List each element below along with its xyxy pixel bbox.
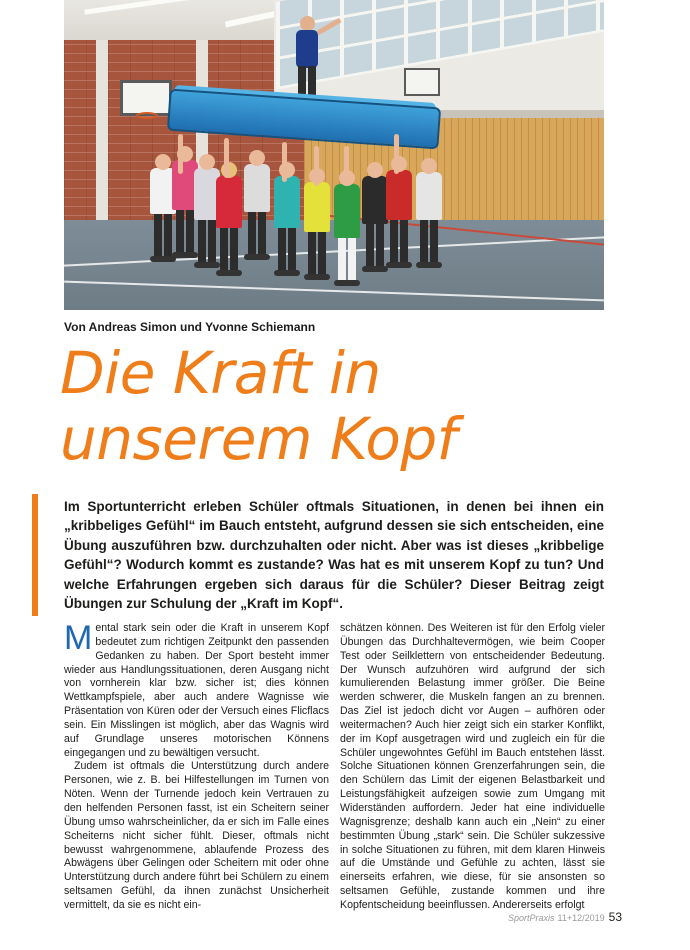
article-authors: Von Andreas Simon und Yvonne Schiemann <box>64 320 316 334</box>
photo-child <box>334 184 360 238</box>
article-lead: Im Sportunterricht erleben Schüler oftmals Situationen, in denen bei ihnen ein „kribbeliges Gefühl“ im Bauch entsteht, aufgrund dessen sie sich entscheiden, eine Übung auszuführen bzw. durchzuhalten oder nicht. Aber was ist dieses „kribbelige Gefühl“? Wodurch kommt es zustande? Was hat es mit unserem Kopf zu tun? Und welche Erfahrungen ergeben sich daraus für die Schüler? Dieser Beitrag zeigt Übungen zur Schulung der „Kraft im Kopf“. <box>64 499 604 612</box>
body-paragraph <box>64 619 329 760</box>
body-paragraph: Zudem ist oftmals die Unterstützung durch andere Personen, wie z. B. bei Hilfestellungen im Turnen von Nöten. Wenn der Turnende jedoch kein Vertrauen zu den helfenden Personen fasst, ist ein Scheitern seiner Übung umso wahrscheinlicher, da er sich im Falle eines Scheiterns nicht sicher fühlt. Dieser, oftmals nicht bewusst wahrgenommene, ablaufende Prozess des Abwägens über Gelingen oder Scheitern mit oder ohne Unterstützung durch andere führt bei Schülern zu einem seltsamen Gefühl, da ihnen zunächst Unsicherheit vermittelt, da sie es nicht ein- <box>64 760 329 911</box>
photo-child <box>386 170 412 220</box>
issue-number: 11+12/2019 <box>557 913 605 923</box>
photo-child-arm <box>394 134 399 174</box>
headline-line-1: Die Kraft in <box>60 339 381 407</box>
photo-standing-child <box>296 30 318 68</box>
body-column-left <box>64 619 329 913</box>
article-photo <box>64 0 604 310</box>
page-number: 53 <box>608 910 623 924</box>
article-headline <box>60 340 620 472</box>
photo-child-arm <box>282 142 287 182</box>
photo-pillar <box>96 40 108 230</box>
photo-child-arm <box>344 146 349 186</box>
body-paragraph-text: ental stark sein oder die Kraft in unserem Kopf bedeutet zum richtigen Zeitpunkt den passenden Gedanken zu haben. Der Sport besteht immer wieder aus Handlungssituationen, deren Ausgang nicht von vornherein klar bzw. sicher ist; dies können Wettkampfspiele, aber auch andere Wagnisse wie Präsentation von Küren oder der Versuch eines Flicflacs sein. Ein Misslingen ist möglich, aber das Wagnis wird auf Grundlage unseres motorischen Könnens eingegangen und zu bewältigen versucht. <box>64 622 329 759</box>
photo-child <box>416 172 442 220</box>
body-paragraph: schätzen können. Des Weiteren ist für den Erfolg vieler Übungen das Durchhaltevermögen, wie beim Cooper Test oder Seilklettern von entscheidender Bedeutung. Der Wunsch aufzuhören wird aufgrund der sich kumulierenden Belastung immer größer. Die Beine werden schwerer, die Muskeln fangen an zu brennen. Das Ziel ist jedoch dicht vor Augen – aufhören oder weitermachen? Auch hier zeigt sich ein starker Konflikt, der im Kopf ausgetragen wird und zugleich ein für die Schüler ungewohntes Gefühl im Bauch entstehen lässt. Solche Situationen können Grenzerfahrungen sein, die den Schülern das Limit der eigenen Belastbarkeit und Leistungsfähigkeit aufzeigen sowie zum Umgang mit Widerständen auffordern. Jeder hat eine individuelle Wagnisgrenze; deshalb kann auch ein „Nein“ zu einer bestimmten Übung „stark“ sein. Die Schüler sukzessive in solche Situationen zu führen, mit dem klaren Hinweis auf die Umstände und Gefühle zu achten, lässt sie einerseits erfahren, wie diese, für sie ansonsten so seltsamen Gefühle, zustande kommen und ihre Kopfentscheidung beeinflussen. Andererseits erfolgt <box>340 622 605 911</box>
photo-basketball-backboard <box>120 80 172 116</box>
photo-child-arm <box>224 138 229 178</box>
body-column-right <box>340 622 605 913</box>
photo-child <box>274 176 300 228</box>
drop-cap: M <box>64 619 93 657</box>
photo-child-arm <box>178 134 183 174</box>
lead-accent-bar <box>32 494 38 616</box>
photo-child <box>216 176 242 228</box>
photo-child-arm <box>314 146 319 186</box>
photo-child <box>304 182 330 232</box>
page-footer <box>508 908 623 924</box>
photo-basketball-hoop <box>136 112 158 119</box>
photo-basketball-backboard <box>404 68 440 96</box>
photo-child <box>244 164 270 212</box>
photo-standing-child-head <box>300 16 315 31</box>
journal-name: SportPraxis <box>508 913 555 923</box>
headline-line-2: unserem Kopf <box>60 405 457 473</box>
photo-child <box>362 176 388 224</box>
